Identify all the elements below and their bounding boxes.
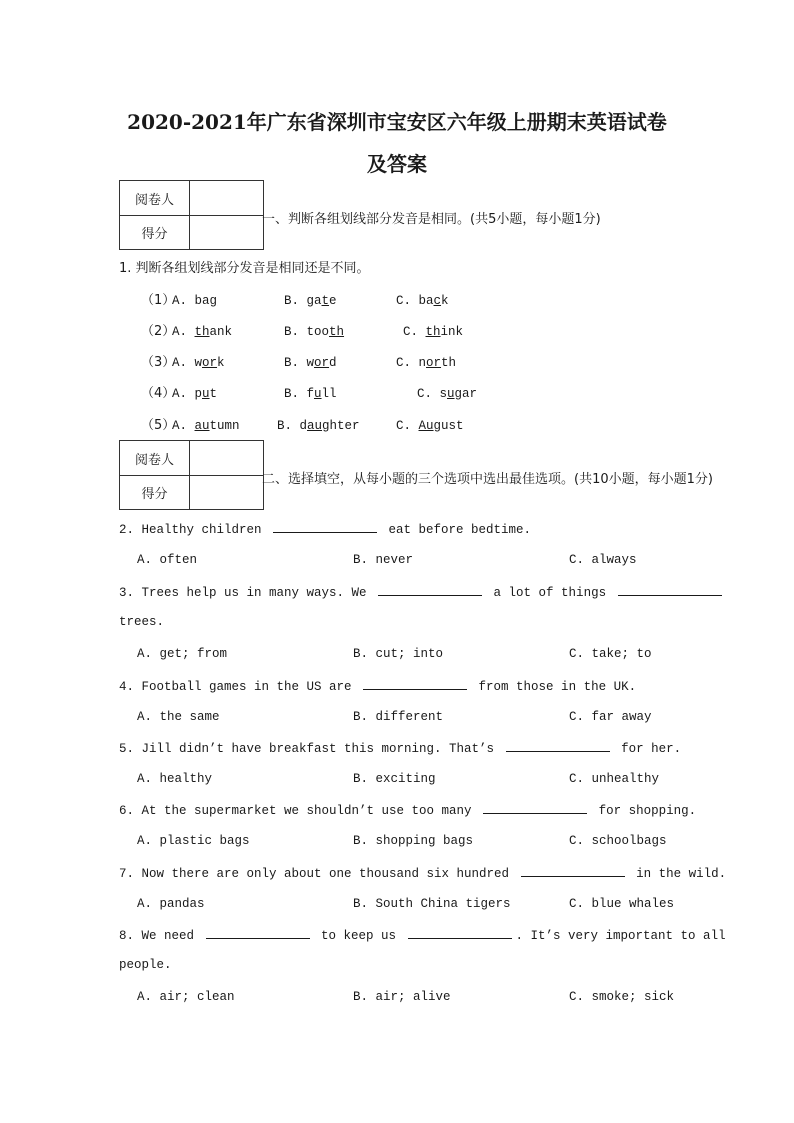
answer-option: C. always	[569, 553, 637, 567]
option-text: tumn	[209, 419, 240, 433]
question-text: from those in the UK.	[471, 680, 637, 694]
option-b	[277, 418, 360, 434]
option-a	[172, 386, 217, 402]
underlined-letters: or	[314, 356, 330, 370]
answer-blank	[506, 739, 610, 752]
option-text: A.	[172, 419, 195, 433]
question-5-stem	[119, 739, 681, 757]
question-text: 2. Healthy children	[119, 523, 270, 537]
option-text: th	[441, 356, 457, 370]
answer-option: B. South China tigers	[353, 897, 511, 911]
option-text: A. p	[172, 387, 203, 401]
answer-option: B. different	[353, 710, 444, 724]
option-a	[172, 324, 232, 340]
answer-blank	[206, 926, 310, 939]
document-title-line2: 及答案	[367, 152, 427, 176]
answer-option: B. never	[353, 553, 414, 567]
row-number: （5）	[141, 418, 176, 433]
answer-blank	[378, 583, 482, 596]
option-c	[396, 355, 456, 371]
score-field	[190, 216, 263, 249]
answer-blank	[273, 520, 377, 533]
option-text: d	[329, 356, 337, 370]
answer-blank	[618, 583, 722, 596]
underlined-letters: or	[202, 356, 218, 370]
underlined-letters: t	[321, 294, 330, 308]
row-number: （2）	[141, 324, 176, 339]
option-c	[396, 418, 464, 434]
underlined-letters: u	[314, 387, 322, 401]
answer-option: C. far away	[569, 710, 652, 724]
section1-heading: 一、判断各组划线部分发音是相同。(共5小题，每小题1分)	[262, 212, 601, 227]
document-title-line1: 2020-2021年广东省深圳市宝安区六年级上册期末英语试卷	[127, 110, 667, 134]
option-text: ank	[209, 325, 233, 339]
answer-blank	[483, 801, 587, 814]
question-text: for her.	[613, 742, 682, 756]
option-text: C. ba	[396, 294, 434, 308]
row-number: （1）	[141, 293, 176, 308]
answer-option: B. exciting	[353, 772, 436, 786]
reviewer-label: 阅卷人	[120, 181, 190, 216]
option-b	[284, 324, 344, 340]
score-field	[190, 476, 263, 509]
option-text: A. w	[172, 356, 203, 370]
underlined-letters: u	[447, 387, 455, 401]
reviewer-field	[190, 181, 263, 216]
answer-option: A. often	[137, 553, 198, 567]
option-text: B. f	[284, 387, 315, 401]
section2-heading: 二、选择填空，从每小题的三个选项中选出最佳选项。(共10小题，每小题1分)	[262, 472, 713, 487]
question-1-stem: 1. 判断各组划线部分发音是相同还是不同。	[119, 261, 370, 276]
row-number: （4）	[141, 386, 176, 401]
answer-option: C. blue whales	[569, 897, 675, 911]
answer-blank	[363, 677, 467, 690]
underlined-letters: th	[329, 325, 345, 339]
question-text: 6. At the supermarket we shouldn’t use too many	[119, 804, 480, 818]
question-text: 4. Football games in the US are	[119, 680, 360, 694]
option-text: A. ba	[172, 294, 210, 308]
score-label: 得分	[120, 476, 190, 509]
answer-option: B. air; alive	[353, 990, 451, 1004]
option-a	[172, 293, 217, 309]
answer-option: A. air; clean	[137, 990, 235, 1004]
option-text: gust	[433, 419, 464, 433]
question-text: 7. Now there are only about one thousand six hundred	[119, 867, 517, 881]
option-text: e	[329, 294, 337, 308]
option-a	[172, 355, 225, 371]
question-text: 3. Trees help us in many ways. We	[119, 586, 375, 600]
question-continuation: trees.	[119, 615, 165, 629]
answer-option: A. the same	[137, 710, 220, 724]
answer-option: A. get; from	[137, 647, 228, 661]
question-continuation: people.	[119, 958, 172, 972]
question-text: . It’s very important to all	[515, 929, 726, 943]
option-text: B. too	[284, 325, 330, 339]
option-text: B. ga	[284, 294, 322, 308]
question-4-stem	[119, 677, 636, 695]
answer-option: A. plastic bags	[137, 834, 250, 848]
option-c	[403, 324, 463, 340]
option-c	[396, 293, 449, 309]
option-text: C.	[403, 325, 426, 339]
question-text: in the wild.	[628, 867, 727, 881]
underlined-letters: au	[194, 419, 210, 433]
option-text: t	[209, 387, 218, 401]
underlined-letters: Au	[418, 419, 434, 433]
option-b	[284, 386, 337, 402]
option-text: C. s	[417, 387, 448, 401]
underlined-letters: c	[433, 294, 442, 308]
option-text: B. d	[277, 419, 308, 433]
answer-option: B. shopping bags	[353, 834, 474, 848]
underlined-letters: g	[209, 294, 218, 308]
underlined-letters: u	[202, 387, 210, 401]
question-text: 5. Jill didn’t have breakfast this morning. That’s	[119, 742, 502, 756]
underlined-letters: or	[426, 356, 442, 370]
grader-box-section2	[119, 440, 264, 510]
option-b	[284, 293, 337, 309]
reviewer-label: 阅卷人	[120, 441, 190, 476]
grader-box-section1	[119, 180, 264, 250]
option-text: C. n	[396, 356, 427, 370]
option-text: B. w	[284, 356, 315, 370]
score-label: 得分	[120, 216, 190, 249]
question-text: to keep us	[313, 929, 404, 943]
option-text: ink	[440, 325, 464, 339]
underlined-letters: th	[425, 325, 441, 339]
reviewer-field	[190, 441, 263, 476]
answer-option: C. unhealthy	[569, 772, 660, 786]
option-b	[284, 355, 337, 371]
question-6-stem	[119, 801, 696, 819]
answer-option: C. take; to	[569, 647, 652, 661]
option-a	[172, 418, 240, 434]
underlined-letters: th	[194, 325, 210, 339]
question-text: for shopping.	[591, 804, 697, 818]
row-number: （3）	[141, 355, 176, 370]
answer-blank	[521, 864, 625, 877]
answer-option: A. pandas	[137, 897, 205, 911]
question-text: a lot of things	[486, 586, 614, 600]
question-2-stem	[119, 520, 531, 538]
option-text: gar	[454, 387, 478, 401]
answer-option: A. healthy	[137, 772, 213, 786]
option-text: ghter	[322, 419, 360, 433]
option-text: ll	[321, 387, 337, 401]
answer-option: C. smoke; sick	[569, 990, 675, 1004]
underlined-letters: au	[307, 419, 323, 433]
option-text: A.	[172, 325, 195, 339]
option-text: k	[217, 356, 225, 370]
answer-option: B. cut; into	[353, 647, 444, 661]
question-3-stem	[119, 583, 726, 601]
option-text: C.	[396, 419, 419, 433]
question-text: 8. We need	[119, 929, 202, 943]
option-c	[417, 386, 477, 402]
question-text: eat before bedtime.	[381, 523, 532, 537]
answer-option: C. schoolbags	[569, 834, 667, 848]
option-text: k	[441, 294, 449, 308]
question-7-stem	[119, 864, 726, 882]
answer-blank	[408, 926, 512, 939]
question-8-stem	[119, 926, 726, 944]
